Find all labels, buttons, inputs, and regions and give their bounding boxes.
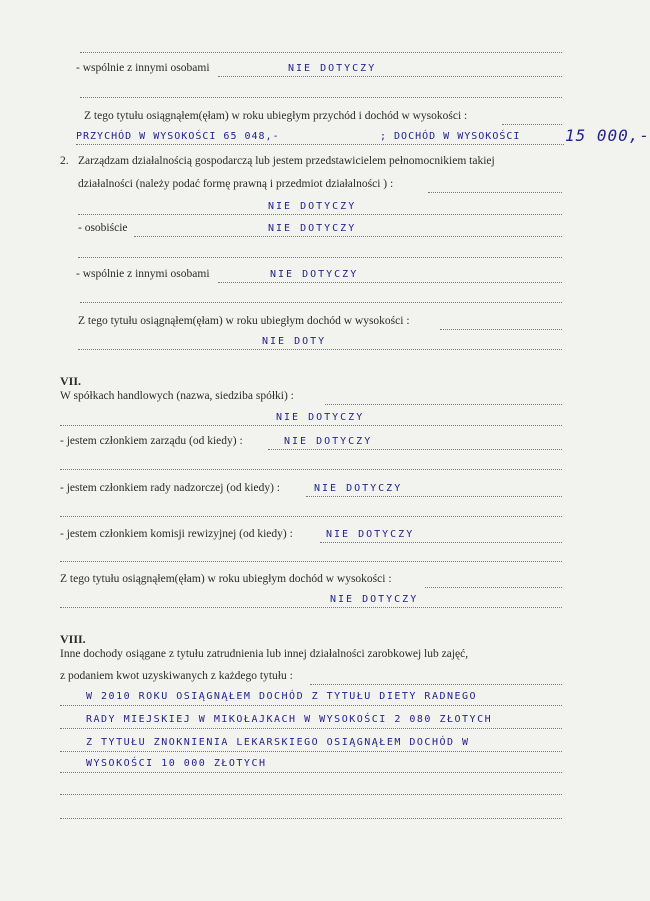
- income-label: Z tego tytułu osiągnąłem(ęłam) w roku ubiegłym przychód i dochód w wysokości :: [84, 110, 468, 122]
- dotted-line: [310, 684, 562, 685]
- dotted-line: [60, 705, 562, 706]
- item2-number: 2.: [60, 155, 69, 167]
- dotted-line: [60, 561, 562, 562]
- dotted-line: [80, 302, 562, 303]
- dotted-line: [80, 97, 562, 98]
- income-value-a: PRZYCHÓD W WYSOKOŚCI 65 048,-: [76, 131, 280, 142]
- board-label: - jestem członkiem zarządu (od kiedy) :: [60, 435, 243, 447]
- dotted-line: [320, 542, 562, 543]
- income2-label: Z tego tytułu osiągnąłem(ęłam) w roku ubiegłym dochód w wysokości :: [78, 315, 410, 327]
- dotted-line: [218, 282, 562, 283]
- board-value: NIE DOTYCZY: [284, 436, 373, 447]
- handwritten-line-2: RADY MIEJSKIEJ W MIKOŁAJKACH W WYSOKOŚCI 2 080 ZŁOTYCH: [86, 714, 493, 725]
- personal-label: - osobiście: [78, 222, 128, 234]
- supervisory-value: NIE DOTYCZY: [314, 483, 403, 494]
- dotted-line: [78, 257, 562, 258]
- dotted-line: [60, 516, 562, 517]
- dotted-line: [78, 214, 562, 215]
- audit-label: - jestem członkiem komisji rewizyjnej (od kiedy) :: [60, 528, 293, 540]
- companies-label: W spółkach handlowych (nazwa, siedziba spółki) :: [60, 390, 294, 402]
- shared-value: NIE DOTYCZY: [288, 63, 377, 74]
- section-viii-heading: VIII.: [60, 632, 86, 646]
- dotted-line: [60, 728, 562, 729]
- dotted-line: [60, 425, 562, 426]
- shared-label: - wspólnie z innymi osobami: [76, 62, 210, 74]
- supervisory-label: - jestem członkiem rady nadzorczej (od kiedy) :: [60, 482, 281, 494]
- handwritten-line-3: Z TYTUŁU ZNOKNIENIA LEKARSKIEGO OSIĄGNĄŁEM DOCHÓD W: [86, 737, 470, 748]
- income3-value: NIE DOTYCZY: [330, 594, 419, 605]
- income-value-c: 15 000,-: [565, 126, 650, 145]
- dotted-line: [502, 124, 562, 125]
- income-value-b: ; DOCHÓD W WYSOKOŚCI: [380, 131, 521, 142]
- section-vii-heading: VII.: [60, 374, 82, 388]
- dotted-line: [268, 449, 562, 450]
- dotted-line: [60, 469, 562, 470]
- dotted-line: [60, 818, 562, 819]
- dotted-line: [60, 751, 562, 752]
- dotted-line: [440, 329, 562, 330]
- handwritten-line-1: W 2010 ROKU OSIĄGNĄŁEM DOCHÓD Z TYTUŁU DIETY RADNEGO: [86, 691, 478, 702]
- dotted-line: [60, 772, 562, 773]
- dotted-line: [218, 76, 562, 77]
- item2-text: Zarządzam działalnością gospodarczą lub jestem przedstawicielem pełnomocnikiem takiej: [78, 155, 495, 167]
- item2-text: działalności (należy podać formę prawną i przedmiot działalności ) :: [78, 178, 394, 190]
- audit-value: NIE DOTYCZY: [326, 529, 415, 540]
- other-income-text: z podaniem kwot uzyskiwanych z każdego tytułu :: [60, 670, 293, 682]
- dotted-line: [60, 794, 562, 795]
- dotted-line: [80, 52, 562, 53]
- companies-value: NIE DOTYCZY: [276, 412, 365, 423]
- income3-label: Z tego tytułu osiągnąłem(ęłam) w roku ubiegłym dochód w wysokości :: [60, 573, 392, 585]
- item2-value: NIE DOTYCZY: [268, 201, 357, 212]
- dotted-line: [78, 349, 562, 350]
- dotted-line: [76, 144, 564, 145]
- dotted-line: [134, 236, 562, 237]
- dotted-line: [325, 404, 562, 405]
- income2-value: NIE DOTY: [262, 336, 327, 347]
- dotted-line: [306, 496, 562, 497]
- other-income-text: Inne dochody osiągane z tytułu zatrudnienia lub innej działalności zarobkowej lub zajęć,: [60, 648, 469, 660]
- dotted-line: [425, 587, 562, 588]
- handwritten-line-4: WYSOKOŚCI 10 000 ZŁOTYCH: [86, 758, 267, 769]
- shared2-label: - wspólnie z innymi osobami: [76, 268, 210, 280]
- personal-value: NIE DOTYCZY: [268, 223, 357, 234]
- shared2-value: NIE DOTYCZY: [270, 269, 359, 280]
- dotted-line: [60, 607, 562, 608]
- dotted-line: [428, 192, 562, 193]
